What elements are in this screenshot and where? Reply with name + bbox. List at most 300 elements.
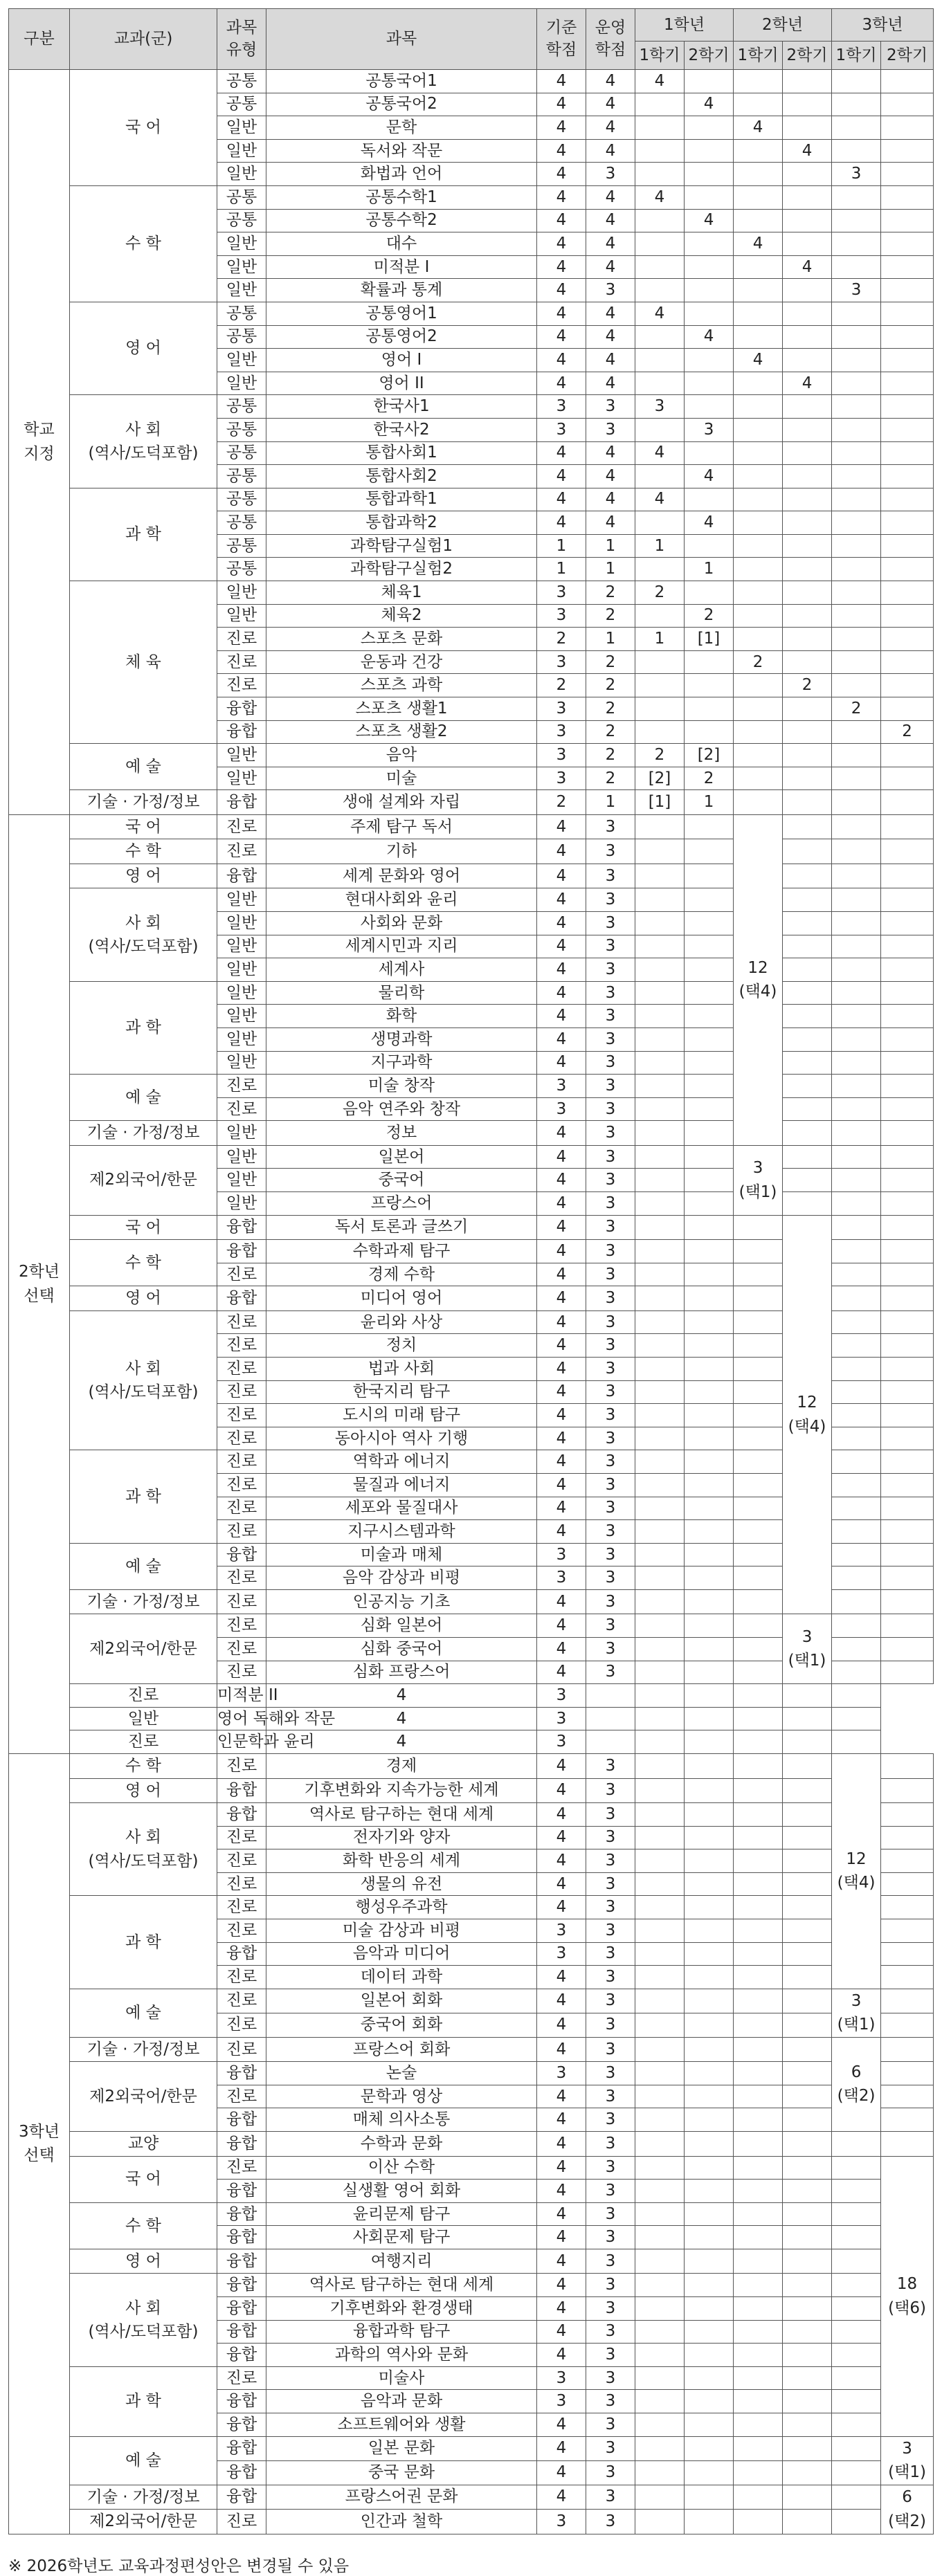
semester-credits: [881, 674, 934, 697]
semester-credits: [832, 1589, 881, 1614]
semester-credits: [783, 1075, 832, 1098]
course-name: 프랑스어권 문화: [266, 2485, 537, 2510]
course-type: 융합: [217, 2132, 266, 2157]
semester-credits: [832, 1473, 881, 1497]
semester-credits: [783, 912, 832, 935]
course-type: 진로: [217, 1754, 266, 1779]
course-name: 윤리문제 탐구: [266, 2202, 537, 2226]
table-row: [9, 1707, 934, 1730]
operating-credits: 3: [586, 2436, 635, 2460]
semester-credits: [783, 441, 832, 465]
semester-credits: [734, 1263, 783, 1286]
semester-credits: [685, 1334, 734, 1358]
semester-credits: [832, 302, 881, 325]
subject-group: 수 학: [70, 839, 217, 864]
semester-credits: 2: [783, 674, 832, 697]
semester-credits: [734, 1684, 783, 1708]
base-credits: 4: [537, 1966, 586, 1989]
semester-credits: [783, 2085, 832, 2108]
course-name: 생물의 유전: [266, 1872, 537, 1896]
semester-credits: [881, 604, 934, 628]
course-name: 미적분 II: [217, 1684, 266, 1708]
course-name: 문학: [266, 116, 537, 140]
course-name: 미술사: [266, 2366, 537, 2390]
semester-credits: [635, 2320, 685, 2344]
operating-credits: 3: [586, 864, 635, 888]
semester-credits: [832, 1286, 881, 1311]
course-type: 융합: [217, 1215, 266, 1240]
base-credits: 4: [537, 465, 586, 488]
semester-credits: [685, 1730, 734, 1754]
base-credits: 4: [537, 1051, 586, 1075]
semester-credits: [635, 674, 685, 697]
operating-credits: 2: [586, 720, 635, 744]
table-row: [9, 2202, 934, 2226]
semester-credits: [832, 864, 881, 888]
semester-credits: [832, 488, 881, 511]
semester-credits: [783, 814, 832, 839]
base-credits: 3: [537, 1566, 586, 1590]
base-credits: 3: [537, 767, 586, 790]
base-credits: 3: [537, 650, 586, 674]
operating-credits: 3: [586, 2108, 635, 2132]
course-type: 일반: [217, 1121, 266, 1146]
semester-credits: [783, 650, 832, 674]
semester-credits: [783, 2202, 832, 2226]
semester-credits: [734, 2226, 783, 2249]
course-type: 진로: [217, 1450, 266, 1474]
semester-credits: [783, 981, 832, 1005]
subject-group: 국 어: [70, 2156, 217, 2202]
semester-credits: [881, 418, 934, 441]
semester-credits: [783, 2108, 832, 2132]
course-type: 일반: [217, 1051, 266, 1075]
semester-credits: [832, 2460, 881, 2485]
semester-credits: [734, 70, 783, 93]
semester-credits: [685, 2085, 734, 2108]
subject-group: 사 회 (역사/도덕포함): [70, 888, 217, 981]
semester-credits: [685, 1005, 734, 1028]
semester-credits: [734, 1543, 783, 1566]
course-name: 공통영어2: [266, 325, 537, 349]
semester-credits: [1]: [685, 628, 734, 651]
course-type: 일반: [217, 255, 266, 279]
course-name: 융합과학 탐구: [266, 2320, 537, 2344]
semester-credits: 4: [685, 325, 734, 349]
semester-credits: [685, 1919, 734, 1942]
course-type: 융합: [217, 2485, 266, 2510]
course-name: 심화 일본어: [266, 1614, 537, 1638]
base-credits: 4: [537, 1286, 586, 1311]
semester-credits: [734, 604, 783, 628]
semester-credits: [635, 1427, 685, 1450]
base-credits: 1: [537, 558, 586, 581]
course-name: 소프트웨어와 생활: [266, 2413, 537, 2436]
base-credits: 4: [537, 1427, 586, 1450]
table-row: [9, 2274, 934, 2297]
course-type: 진로: [217, 628, 266, 651]
semester-credits: 2: [734, 650, 783, 674]
semester-credits: [881, 1380, 934, 1404]
semester-credits: [832, 1661, 881, 1684]
course-name: 생애 설계와 자립: [266, 790, 537, 815]
semester-credits: [635, 1849, 685, 1873]
course-name: 미술 창작: [266, 1075, 537, 1098]
semester-credits: [734, 1707, 783, 1730]
semester-credits: [635, 2510, 685, 2534]
semester-credits: [635, 2460, 685, 2485]
operating-credits: 3: [586, 279, 635, 302]
semester-credits: 4: [685, 209, 734, 232]
semester-credits: [832, 1543, 881, 1566]
operating-credits: 3: [586, 1661, 635, 1684]
course-name: 중국어 회화: [266, 2013, 537, 2037]
semester-credits: [783, 1803, 832, 1827]
table-row: [9, 70, 934, 93]
semester-credits: [832, 981, 881, 1005]
course-type: 진로: [217, 1826, 266, 1849]
semester-credits: [734, 720, 783, 744]
course-type: 융합: [217, 2226, 266, 2249]
operating-credits: 3: [586, 1543, 635, 1566]
semester-credits: [832, 1192, 881, 1216]
semester-credits: [734, 558, 783, 581]
semester-credits: [881, 628, 934, 651]
operating-credits: 3: [537, 1730, 586, 1754]
semester-credits: [783, 2366, 832, 2390]
semester-credits: [881, 1638, 934, 1661]
semester-credits: [783, 1989, 832, 2013]
semester-credits: [635, 465, 685, 488]
elective-credits: 3 (택1): [881, 2436, 934, 2485]
table-row: [9, 888, 934, 912]
semester-credits: [685, 1896, 734, 1919]
subject-group: 예 술: [70, 2436, 217, 2485]
operating-credits: 3: [586, 1240, 635, 1263]
subject-group: 교양: [70, 2132, 217, 2157]
semester-credits: [783, 720, 832, 744]
course-name: 과학탐구실험1: [266, 534, 537, 558]
course-name: 물질과 에너지: [266, 1473, 537, 1497]
semester-credits: [783, 93, 832, 116]
base-credits: 2: [537, 674, 586, 697]
semester-credits: [734, 1942, 783, 1966]
semester-credits: [635, 1240, 685, 1263]
semester-credits: [881, 2108, 934, 2132]
course-name: 정보: [266, 1121, 537, 1146]
semester-credits: [685, 2132, 734, 2157]
course-name: 기후변화와 환경생태: [266, 2297, 537, 2321]
semester-credits: [832, 1027, 881, 1051]
course-type: 진로: [217, 1896, 266, 1919]
semester-credits: [685, 2013, 734, 2037]
base-credits: 4: [537, 70, 586, 93]
semester-credits: [635, 1473, 685, 1497]
operating-credits: 3: [586, 1872, 635, 1896]
semester-credits: [685, 1427, 734, 1450]
operating-credits: 3: [586, 2085, 635, 2108]
base-credits: 4: [537, 209, 586, 232]
semester-credits: [685, 185, 734, 209]
base-credits: 3: [537, 581, 586, 605]
course-name: 인간과 철학: [266, 2510, 537, 2534]
base-credits: 4: [537, 935, 586, 958]
course-name: 공통국어2: [266, 93, 537, 116]
semester-credits: [832, 558, 881, 581]
course-name: 음악: [266, 744, 537, 767]
operating-credits: 3: [586, 1450, 635, 1474]
base-credits: 4: [537, 1380, 586, 1404]
operating-credits: 1: [586, 558, 635, 581]
semester-credits: [832, 790, 881, 815]
subject-group: 영 어: [70, 864, 217, 888]
semester-credits: [635, 697, 685, 721]
operating-credits: 3: [586, 1310, 635, 1334]
base-credits: 4: [537, 1803, 586, 1827]
semester-credits: [783, 1097, 832, 1121]
course-type: 진로: [217, 1263, 266, 1286]
course-type: 융합: [217, 1778, 266, 1803]
semester-credits: [635, 1075, 685, 1098]
subject-group: 기술 · 가정/정보: [70, 1121, 217, 1146]
semester-credits: 1: [685, 558, 734, 581]
semester-credits: [734, 1215, 783, 1240]
base-credits: 4: [537, 1404, 586, 1427]
semester-credits: [832, 650, 881, 674]
base-credits: 4: [537, 1849, 586, 1873]
base-credits: 1: [537, 534, 586, 558]
base-credits: 4: [537, 1450, 586, 1474]
base-credits: 4: [537, 93, 586, 116]
course-type: 공통: [217, 488, 266, 511]
semester-credits: [881, 209, 934, 232]
header-g3-sem1: 1학기: [832, 42, 881, 70]
course-type: 일반: [217, 1027, 266, 1051]
semester-credits: [832, 209, 881, 232]
base-credits: 4: [266, 1684, 537, 1708]
base-credits: 4: [537, 302, 586, 325]
course-name: 체육2: [266, 604, 537, 628]
base-credits: 4: [537, 814, 586, 839]
semester-credits: [881, 1566, 934, 1590]
base-credits: 4: [537, 441, 586, 465]
semester-credits: [734, 1404, 783, 1427]
course-type: 융합: [217, 2320, 266, 2344]
subject-group: 제2외국어/한문: [70, 1614, 217, 1684]
subject-group: 수 학: [70, 185, 217, 302]
base-credits: 4: [537, 912, 586, 935]
semester-credits: 2: [881, 720, 934, 744]
course-name: 법과 사회: [266, 1358, 537, 1381]
semester-credits: [685, 1520, 734, 1544]
semester-credits: 4: [783, 139, 832, 163]
operating-credits: 3: [586, 2132, 635, 2157]
semester-credits: [881, 1497, 934, 1520]
semester-credits: 4: [783, 372, 832, 395]
semester-credits: [832, 1427, 881, 1450]
semester-credits: [635, 1896, 685, 1919]
header-course: 과목: [266, 9, 537, 70]
semester-credits: [832, 744, 881, 767]
table-row: [9, 1121, 934, 1146]
operating-credits: 3: [586, 2037, 635, 2062]
semester-credits: [832, 1075, 881, 1098]
semester-credits: [685, 912, 734, 935]
course-name: 현대사회와 윤리: [266, 888, 537, 912]
semester-credits: [881, 116, 934, 140]
course-type: 진로: [217, 814, 266, 839]
operating-credits: 4: [586, 465, 635, 488]
base-credits: 4: [537, 1520, 586, 1544]
table-row: [9, 1614, 934, 1638]
operating-credits: 2: [586, 581, 635, 605]
base-credits: 4: [537, 1872, 586, 1896]
base-credits: 4: [537, 372, 586, 395]
operating-credits: 3: [586, 814, 635, 839]
semester-credits: [685, 2180, 734, 2203]
semester-credits: [635, 1872, 685, 1896]
base-credits: 4: [537, 139, 586, 163]
semester-credits: 4: [685, 93, 734, 116]
course-type: 진로: [217, 1358, 266, 1381]
semester-credits: 4: [635, 441, 685, 465]
semester-credits: [783, 185, 832, 209]
semester-credits: [783, 2297, 832, 2321]
operating-credits: 3: [586, 2202, 635, 2226]
operating-credits: 1: [586, 628, 635, 651]
table-header: [9, 9, 934, 70]
semester-credits: [734, 209, 783, 232]
semester-credits: [734, 302, 783, 325]
semester-credits: [832, 372, 881, 395]
subject-group: 제2외국어/한문: [70, 2510, 217, 2534]
semester-credits: [783, 1192, 832, 1216]
table-row: [9, 1075, 934, 1098]
semester-credits: 3: [832, 163, 881, 186]
semester-credits: [685, 2202, 734, 2226]
course-type: 진로: [217, 2156, 266, 2180]
semester-credits: [685, 70, 734, 93]
base-credits: 4: [537, 2485, 586, 2510]
semester-credits: [734, 1803, 783, 1827]
base-credits: 4: [537, 1215, 586, 1240]
base-credits: 4: [537, 1310, 586, 1334]
semester-credits: [783, 628, 832, 651]
operating-credits: 3: [586, 1803, 635, 1827]
subject-group: 수 학: [70, 2202, 217, 2249]
course-name: 기하: [266, 839, 537, 864]
elective-credits: 3 (택1): [734, 1145, 783, 1215]
semester-credits: [783, 1051, 832, 1075]
semester-credits: 4: [685, 465, 734, 488]
semester-credits: [783, 395, 832, 419]
base-credits: 3: [537, 2390, 586, 2413]
course-name: 통합과학1: [266, 488, 537, 511]
semester-credits: [734, 2366, 783, 2390]
subject-group: 국 어: [70, 1215, 217, 1240]
semester-credits: [635, 1589, 685, 1614]
semester-credits: 4: [783, 255, 832, 279]
semester-credits: [635, 558, 685, 581]
course-name: 스포츠 과학: [266, 674, 537, 697]
course-name: 세계사: [266, 958, 537, 982]
semester-credits: [635, 1380, 685, 1404]
semester-credits: [832, 395, 881, 419]
base-credits: 4: [537, 185, 586, 209]
operating-credits: 2: [586, 650, 635, 674]
base-credits: 4: [537, 1661, 586, 1684]
section-label: 3학년 선택: [9, 1754, 70, 2534]
base-credits: 4: [537, 325, 586, 349]
base-credits: 4: [537, 2108, 586, 2132]
operating-credits: 3: [586, 1520, 635, 1544]
course-type: 진로: [217, 1497, 266, 1520]
course-name: 사회와 문화: [266, 912, 537, 935]
header-base-credits: 기준 학점: [537, 9, 586, 70]
semester-credits: [832, 1310, 881, 1334]
semester-credits: [832, 1121, 881, 1146]
semester-credits: [685, 2436, 734, 2460]
operating-credits: 4: [586, 70, 635, 93]
course-name: 역학과 에너지: [266, 1450, 537, 1474]
semester-credits: [685, 1215, 734, 1240]
course-type: 공통: [217, 185, 266, 209]
base-credits: 4: [537, 1358, 586, 1381]
operating-credits: 3: [586, 1942, 635, 1966]
semester-credits: [783, 2436, 832, 2460]
semester-credits: [783, 2156, 832, 2180]
semester-credits: [832, 2132, 881, 2157]
base-credits: 4: [537, 1005, 586, 1028]
semester-credits: [881, 1075, 934, 1098]
table-row: [9, 1684, 934, 1708]
operating-credits: 3: [586, 2485, 635, 2510]
base-credits: 4: [537, 1473, 586, 1497]
semester-credits: [2]: [685, 744, 734, 767]
semester-credits: [832, 1520, 881, 1544]
base-credits: 4: [537, 1192, 586, 1216]
table-row: [9, 1145, 934, 1169]
semester-credits: [635, 650, 685, 674]
semester-credits: [783, 2249, 832, 2274]
course-name: 사회문제 탐구: [266, 2226, 537, 2249]
table-row: [9, 2436, 934, 2460]
base-credits: 4: [537, 255, 586, 279]
elective-credits: 3 (택1): [832, 1989, 881, 2037]
semester-credits: [832, 2344, 881, 2367]
semester-credits: [685, 2249, 734, 2274]
semester-credits: [635, 1497, 685, 1520]
subject-group: 과 학: [70, 488, 217, 581]
semester-credits: [635, 2297, 685, 2321]
semester-credits: [734, 628, 783, 651]
course-type: 융합: [217, 2202, 266, 2226]
table-row: [9, 2062, 934, 2085]
course-name: 공통영어1: [266, 302, 537, 325]
course-name: 인문학과 윤리: [217, 1730, 266, 1754]
semester-credits: [783, 2413, 832, 2436]
semester-credits: [734, 1896, 783, 1919]
course-name: 행성우주과학: [266, 1896, 537, 1919]
semester-credits: [734, 767, 783, 790]
semester-credits: [685, 814, 734, 839]
course-name: 심화 프랑스어: [266, 1661, 537, 1684]
course-type: 공통: [217, 534, 266, 558]
table-row: [9, 1896, 934, 1919]
subject-group: 사 회 (역사/도덕포함): [70, 395, 217, 488]
semester-credits: [734, 1989, 783, 2013]
semester-credits: [635, 2108, 685, 2132]
